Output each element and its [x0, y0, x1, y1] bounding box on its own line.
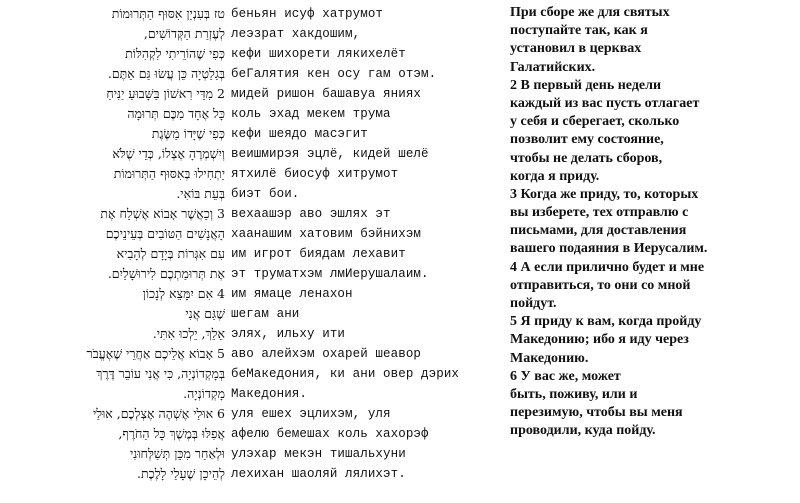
hebrew-line: הָאֲנָשִׁים הַטּוֹבִים בְּעֵינֵיכֶם: [105, 226, 225, 241]
russian-line: вашего подаяния в Иерусалим.: [510, 241, 708, 257]
russian-line: 3 Когда же приду, то, которых: [510, 186, 699, 202]
hebrew-line: שֶׁגַּם אֲנִי: [185, 306, 225, 321]
russian-line: 4 А если прилично будет и мне: [510, 259, 705, 275]
transliteration-line: хаанашим хатовим бэйнихэм: [231, 227, 422, 241]
transliteration-line: шегам ани: [231, 307, 300, 321]
transliteration-line: им ямаце ленахон: [231, 287, 353, 301]
russian-column: [510, 4, 795, 441]
transliteration-line: афелю бемешах коль хахорэф: [231, 427, 429, 441]
hebrew-line: כְּפִי שֶׁיָּדוֹ מַשֶּׂגֶת: [151, 126, 225, 141]
hebrew-line: מָקְדוֹנְיָה.: [183, 386, 225, 401]
russian-line: вы изберете, тех отправлю с: [510, 205, 689, 221]
hebrew-line: כָּל אֶחָד מִכֶּם תְּרוּמָה: [127, 106, 225, 121]
hebrew-line: אֶת תְּרוּמַתְכֶם לִירוּשָׁלַיִם.: [107, 266, 225, 281]
russian-line: Македонию.: [510, 350, 589, 366]
russian-line: Македонию; ибо я иду через: [510, 332, 689, 348]
transliteration-line: мидей ришон башавуа яниях: [231, 87, 422, 101]
transliteration-line: аво алейхэм охарей шеавор: [231, 347, 422, 361]
russian-line: быть, поживу, или и: [510, 386, 638, 402]
hebrew-line: כְּפִי שֶׁהוֹרֵיתִי לִקְהִלּוֹת: [125, 46, 225, 61]
hebrew-line: 6 אוּלַי אֶשְׁהֶה אֶצְלְכֶם, אוּלַי: [92, 406, 225, 421]
russian-line: 5 Я приду к вам, когда пройду: [510, 314, 702, 330]
russian-line: когда я приду.: [510, 168, 600, 184]
hebrew-line: וּלְאַחַר מִכֵּן תְּשַׁלְּחוּנִי: [130, 446, 225, 461]
russian-line: пойдут.: [510, 296, 557, 311]
russian-line: поступайте так, как я: [510, 23, 648, 39]
transliteration-line: коль эхад мекем трума: [231, 107, 391, 121]
transliteration-column: [231, 4, 459, 484]
russian-line: установил в церквах: [510, 41, 642, 57]
hebrew-line: בְּעֵת בּוֹאִי.: [176, 186, 225, 201]
russian-line: у себя и сберегает, сколько: [510, 114, 680, 130]
transliteration-line: леэзрат хакдошим,: [231, 27, 361, 41]
hebrew-line: עִם אִגְּרוֹת בְּיָדָם לְהָבִיא: [116, 246, 225, 261]
hebrew-line: אֵלֵךְ, יֵלְכוּ אִתִּי.: [152, 326, 225, 341]
hebrew-line: טז בְּעִנְיַן אִסּוּף הַתְּרוּמוֹת: [111, 6, 225, 21]
transliteration-line: биэт бои.: [231, 187, 300, 201]
transliteration-line: ятхилё биосуф хитрумот: [231, 167, 399, 181]
transliteration-line: лехихан шаоляй лялихэт.: [231, 467, 406, 481]
russian-line: позволит ему состояние,: [510, 132, 664, 148]
russian-line: перезимую, чтобы вы меня: [510, 405, 683, 421]
russian-line: чтобы не делать сборов,: [510, 150, 663, 166]
russian-line: 6 У вас же, может: [510, 368, 621, 384]
transliteration-line: кефи шеядо масэгит: [231, 127, 368, 141]
transliteration-line: им игрот биядам лехавит: [231, 247, 406, 261]
hebrew-line: 3 וְכַאֲשֶׁר אָבוֹא אֶשְׁלַח אֶת: [100, 206, 225, 221]
hebrew-line: 4 אִם יִמָּצֵא לְנָכוֹן: [142, 286, 225, 301]
hebrew-line: 5 אָבוֹא אֲלֵיכֶם אַחֲרֵי שֶׁאֶעֱבֹר: [86, 346, 225, 361]
russian-line: При сборе же для святых: [510, 5, 670, 20]
russian-line: 2 В первый день недели: [510, 77, 662, 93]
transliteration-line: беГалятия кен осу гам отэм.: [231, 67, 437, 81]
transliteration-line: веишмирэя эцлё, кидей шелё: [231, 147, 429, 161]
transliteration-line: элях, ильху ити: [231, 327, 346, 341]
hebrew-line: יַתְחִילוּ בְּאִסּוּף הַתְּרוּמוֹת: [113, 166, 225, 181]
hebrew-line: בְּמָקְדוֹנְיָה, כִּי אֲנִי עוֹבֵר דֶּרֶךְ: [96, 366, 225, 381]
hebrew-line: לְהֵיכָן שֶׁעָלַי לָלֶכֶת.: [136, 466, 225, 481]
hebrew-line: אֲפִלּוּ בְּמֶשֶׁךְ כָּל הַחֹרֶף,: [118, 426, 225, 441]
russian-line: каждый из вас пусть отлагает: [510, 95, 700, 111]
transliteration-line: Македония.: [231, 387, 308, 401]
hebrew-line: לְעֶזְרַת הַקְּדוֹשִׁים,: [143, 26, 225, 41]
transliteration-line: беМакедония, ки ани овер дэрих: [231, 367, 459, 381]
transliteration-line: беньян исуф хатрумот: [231, 7, 384, 21]
transliteration-line: улэхар мекэн тишальхуни: [231, 447, 406, 461]
russian-line: отправиться, то они со мной: [510, 277, 691, 293]
russian-line: проводили, куда пойду.: [510, 423, 656, 439]
transliteration-line: кефи шихорети лякихелёт: [231, 47, 406, 61]
transliteration-line: уля ешех эцлихэм, уля: [231, 407, 391, 421]
russian-line: Галатийских.: [510, 59, 596, 75]
hebrew-line: 2 מִדֵּי רִאשׁוֹן בַּשָּׁבוּעַ יַנִּיחַ: [106, 86, 225, 101]
transliteration-line: вехаашэр аво эшлях эт: [231, 207, 391, 221]
hebrew-line: וְיִשְׁמְרֶהָ אֶצְלוֹ, כְּדֵי שֶׁלֹּא: [112, 146, 225, 161]
hebrew-line: בְּגַלַטְיָה כֵּן עֲשׂוּ גַּם אַתֶּם.: [107, 66, 225, 81]
russian-line: письмами, для доставления: [510, 223, 687, 239]
transliteration-line: эт труматхэм лмИерушалаим.: [231, 267, 429, 281]
hebrew-column: [20, 4, 225, 484]
